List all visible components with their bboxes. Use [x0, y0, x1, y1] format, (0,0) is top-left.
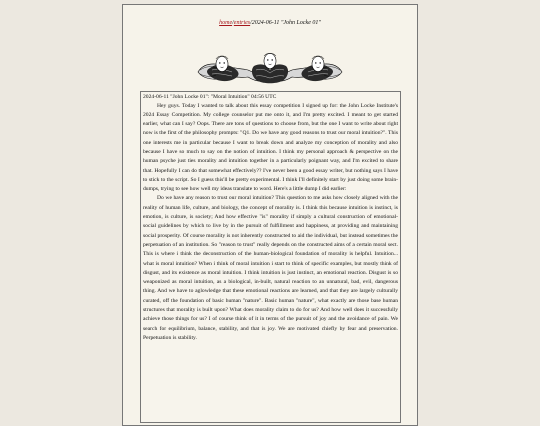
entry-header: 2024-06-11 "John Locke 01": "Moral Intuition" 04:56 UTC [143, 94, 277, 100]
breadcrumb-separator: / [232, 20, 234, 26]
breadcrumb-entries-link[interactable]: entries [233, 20, 251, 26]
breadcrumb [123, 20, 417, 26]
entry-paragraph: Do we have any reason to trust our moral intuition? This question to me asks how closely aligned with the reality of human life, culture, and biology, the concept of morality is. I think this because intuition is instinct, is emotion, is culture, is society; And how effective "is" morality if simply a cultural construction of emotional-social guidelines by which to live by in the pursuit of fulfillment and happiness, at providing and maintaining social prosperity. Of course morality is not inherently constructed to aid the individual, but instead sometimes the perpetuation of an institution. So "reason to trust" really depends on the constructed aims of a certain moral sect. This is where i think the deconstruction of the human-biological foundation of morality is helpful. Intuition... what is moral intuition? When i think of moral intuition i start to think of specific examples, but mostly think of disgust, and its existence as moral intuition. I think intuition is just instinct, an emotional reaction. Disgust is so weaponized as moral intuition, as a biological, in-built, natural reaction to an unnatural, bad, evil, dangerous thing. And we have to aglowledge that these emotional reactions are learned, and that they are largely culturally curated, off the foundation of basic human "nature". Basic human "nature", what exactly are those base human structures that morality is built upon? What does morality claim to do for us? And how well does it successfully achieve those things for us? I of course think of it in terms of the pursuit of joy and the avoidance of pain. We search for equilibrium, balance, stability, and that is joy. We are motivated chiefly by fear and preservation. Perpetuation is stability. [143, 195, 398, 341]
page-frame [122, 4, 418, 426]
long-haired-figures-banner-icon [196, 52, 344, 85]
breadcrumb-separator: / [250, 20, 252, 26]
entry-paragraph: Hey guys. Today I wanted to talk about this essay competition I signed up for: the John Locke Institute's 2024 Essay Competition. My college counselor put me onto it, and I'm pretty excited. I meant to get started earlier, what can I say? Oops. There are tons of questions to choose from, but the one I want to write about right now is the first of the philosophy prompts: "Q1. Do we have any good reasons to trust our moral intuition?". This one interests me in particular because I want to break down and analyze my conception of morality and also because I have so much to say on the notion of intuition. I think my personal approach & perspective on the human psyche just ties morality and intuition together in a particularly poignant way, and I'm excited to share that. Hopefully I can do that somewhat effectively?? I've never been a good essay writer, but nothing says I have to stick to the script. So I guess this'll be pretty experimental. I think I'll definitely start by just doing some brain-dumps, trying to see how well my ideas translate to word. Here's a little dump I did earlier: [143, 102, 398, 193]
breadcrumb-home-link[interactable]: home [219, 20, 233, 26]
entry-panel [140, 91, 401, 423]
breadcrumb-current: 2024-06-11 "John Locke 01" [251, 20, 321, 26]
